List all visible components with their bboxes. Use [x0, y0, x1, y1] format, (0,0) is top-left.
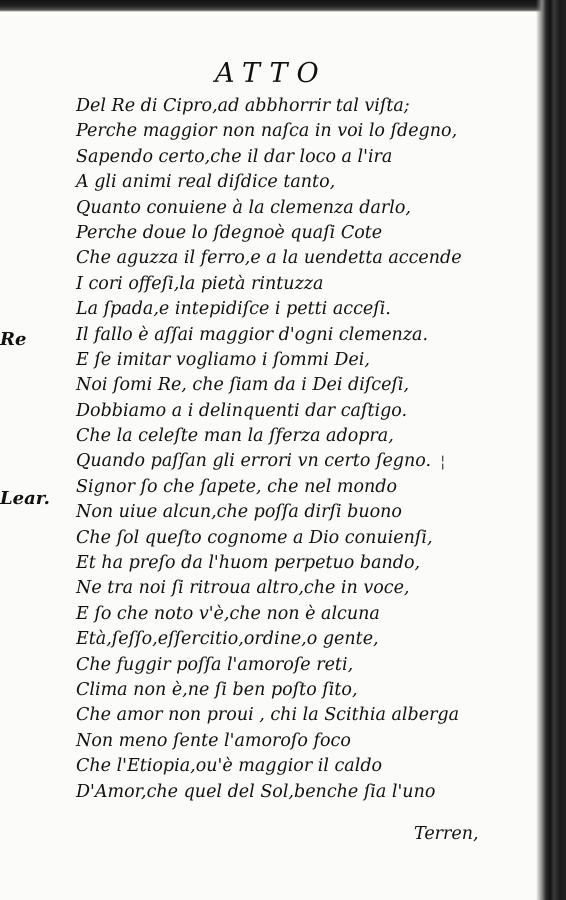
verse-line: Che la celeſte man la ſferza adopra, [76, 426, 394, 447]
catchword: Terren, [414, 824, 479, 844]
speaker-label-lear: Lear. [0, 488, 50, 509]
page-top-edge [0, 0, 566, 12]
verse-line: Clima non è,ne ſi ben poſto ſito, [76, 679, 358, 700]
verse-line: Perche doue lo ſdegnoè quaſi Cote [76, 222, 383, 243]
verse-line: E ſo che noto v'è,che non è alcuna [76, 603, 380, 624]
verse-line: Non meno ſente l'amoroſo foco [76, 730, 351, 751]
verse-line: Che l'Etiopia,ou'è maggior il caldo [76, 756, 383, 777]
verse-line: Non uiue alcun,che poſſa dirſi buono [76, 502, 402, 523]
verse-line: Età,ſeſſo,eſſercitio,ordine,o gente, [76, 629, 379, 650]
verse-line: Che ſol queſto cognome a Dio conuienſi, [76, 527, 433, 548]
verse-line: E ſe imitar vogliamo i ſommi Dei, [76, 349, 370, 370]
verse-line: La ſpada,e intepidiſce i petti acceſi. [76, 299, 391, 320]
verse-block [76, 94, 546, 805]
verse-line: Perche maggior non naſca in voi lo ſdegno, [76, 121, 458, 142]
stray-mark: ¦ [440, 452, 446, 471]
verse-line: Il fallo è aſſai maggior d'ogni clemenza. [76, 324, 429, 345]
verse-line: Che aguzza il ferro,e a la uendetta accende [76, 248, 462, 269]
verse-line: Et ha preſo da l'huom perpetuo bando, [76, 553, 421, 574]
verse-line: Ne tra noi ſi ritroua altro,che in voce, [76, 578, 410, 599]
verse-line: A gli animi real diſdice tanto, [76, 172, 336, 193]
verse-line: Del Re di Cipro,ad abbhorrir tal viſta; [76, 96, 410, 116]
verse-line: Sapendo certo,che il dar loco a l'ira [76, 146, 393, 167]
speaker-label-re: Re [0, 329, 27, 350]
verse-line: Che fuggir poſſa l'amoroſe reti, [76, 654, 354, 675]
verse-line: Signor ſo che ſapete, che nel mondo [76, 476, 397, 497]
verse-line: Quando paſſan gli errori vn certo ſegno. [76, 451, 432, 472]
verse-line: Che amor non proui , chi la Scithia alberga [76, 705, 460, 726]
verse-line: D'Amor,che quel del Sol,benche ſia l'uno [76, 781, 436, 802]
verse-line: Noi ſomi Re, che ſiam da i Dei diſceſi, [76, 375, 410, 396]
verse-line: Dobbiamo a i delinquenti dar caſtigo. [76, 400, 408, 421]
running-header: ATTO [215, 58, 328, 89]
verse-line: I cori offeſi,la pietà rintuzza [76, 273, 324, 294]
verse-line: Quanto conuiene à la clemenza darlo, [76, 197, 411, 218]
